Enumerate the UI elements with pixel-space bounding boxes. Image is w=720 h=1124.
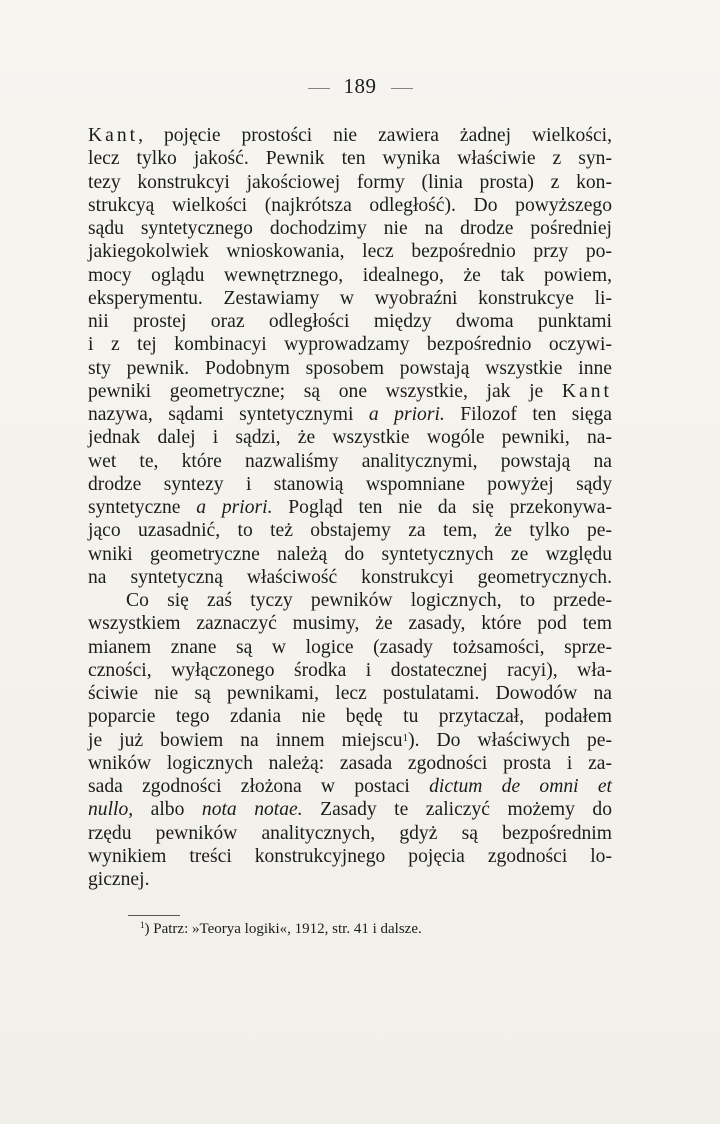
text-line: strukcyą wielkości (najkrótsza odległość). Do powyższego <box>88 194 612 216</box>
text-line <box>88 403 612 426</box>
text-span: sada zgodności złożona w postaci <box>88 776 410 797</box>
footnote-mark: 1 <box>140 920 145 930</box>
text-span: Pogląd ten nie da się przekonywa- <box>288 497 613 518</box>
footnote-text: ) Patrz: »Teorya logiki«, 1912, str. 41 i dalsze. <box>144 921 422 937</box>
header-dash-left <box>308 88 330 89</box>
text-line: nii prostej oraz odległości między dwoma punktami <box>88 311 612 332</box>
italic-term: dictum de omni et <box>429 776 612 797</box>
text-line <box>88 775 612 798</box>
text-line <box>88 124 612 147</box>
italic-term: a priori. <box>368 404 445 425</box>
text-line: jąco uzasadnić, to też obstajemy za tem, że tylko pe- <box>88 520 612 542</box>
text-line: wszystkiem zaznaczyć musimy, że zasady, które pod tem <box>88 613 612 635</box>
text-line: drodze syntezy i stanowią wspomniane powyżej sądy <box>88 473 612 495</box>
text-line: rzędu pewników analitycznych, gdyż są bezpośrednim <box>88 822 612 844</box>
footnote-divider <box>128 915 180 916</box>
footnote <box>140 921 422 938</box>
text-line: gicznej. <box>88 869 150 890</box>
text-line: poparcie tego zdania nie będę tu przytaczał, podałem <box>88 706 612 728</box>
text-line: wynikiem treści konstrukcyjnego pojęcia zgodności lo- <box>88 845 612 867</box>
text-span: Zasady te zaliczyć możemy do <box>320 799 612 821</box>
text-line: lecz tylko jakość. Pewnik ten wynika właściwie z syn- <box>88 148 612 170</box>
body-text <box>88 124 612 891</box>
text-span: nazywa, sądami syntetycznymi <box>88 404 354 425</box>
header-dash-right <box>391 88 413 89</box>
page-number: 189 <box>343 74 377 98</box>
text-line <box>88 380 612 403</box>
text-span: syntetyczne <box>88 497 181 518</box>
text-span: Filozof ten sięga <box>460 404 612 425</box>
text-span: pewniki geometryczne; są one wszystkie, jak je <box>88 380 544 402</box>
italic-term: a priori. <box>196 497 273 518</box>
text-line: wet te, które nazwaliśmy analitycznymi, powstają na <box>88 450 612 472</box>
text-span: je już bowiem na innem miejscu <box>88 729 403 751</box>
text-line: na syntetyczną właściwość konstrukcyi geometrycznych. <box>88 566 612 588</box>
text-line: eksperymentu. Zestawiamy w wyobraźni konstrukcye li- <box>88 287 612 309</box>
text-line: Co się zaś tyczy pewników logicznych, to przede- <box>126 590 612 611</box>
text-line: czności, wyłączonego środka i dostatecznej racyi), wła- <box>88 659 612 681</box>
text-line: wniki geometryczne należą do syntetycznych ze względu <box>88 543 612 565</box>
italic-term: nullo, <box>88 799 134 821</box>
author-name: Kant <box>88 125 139 146</box>
text-line: sty pewnik. Podobnym sposobem powstają wszystkie inne <box>88 357 612 379</box>
text-line: wników logicznych należą: zasada zgodności prosta i za- <box>88 752 612 774</box>
text-line <box>88 798 612 821</box>
text-line: mocy oglądu wewnętrznego, idealnego, że tak powiem, <box>88 264 612 286</box>
italic-term: nota notae. <box>201 799 303 821</box>
footnote-ref: 1 <box>402 731 409 744</box>
text-line: jednak dalej i sądzi, że wszystkie wogóle pewniki, na- <box>88 427 612 449</box>
text-line: i z tej kombinacyi wyprowadzamy bezpośrednio oczywi- <box>88 334 612 356</box>
text-line <box>88 496 612 519</box>
text-line <box>88 729 612 752</box>
page-header <box>0 74 720 99</box>
text-span: ). Do właściwych pe- <box>408 729 612 751</box>
text-span: albo <box>150 799 185 821</box>
text-line: jakiegokolwiek wnioskowania, lecz bezpośrednio przy po- <box>88 241 612 263</box>
text-line: mianem znane są w logice (zasady tożsamości, sprze- <box>88 636 612 658</box>
text-span: , pojęcie prostości nie zawiera żadnej wielkości, <box>138 125 612 146</box>
text-line: tezy konstrukcyi jakościowej formy (linia prosta) z kon- <box>88 171 612 193</box>
author-name: Kant <box>561 380 612 402</box>
text-line: ściwie nie są pewnikami, lecz postulatami. Dowodów na <box>88 683 612 704</box>
text-line: sądu syntetycznego dochodzimy nie na drodze pośredniej <box>88 218 612 239</box>
